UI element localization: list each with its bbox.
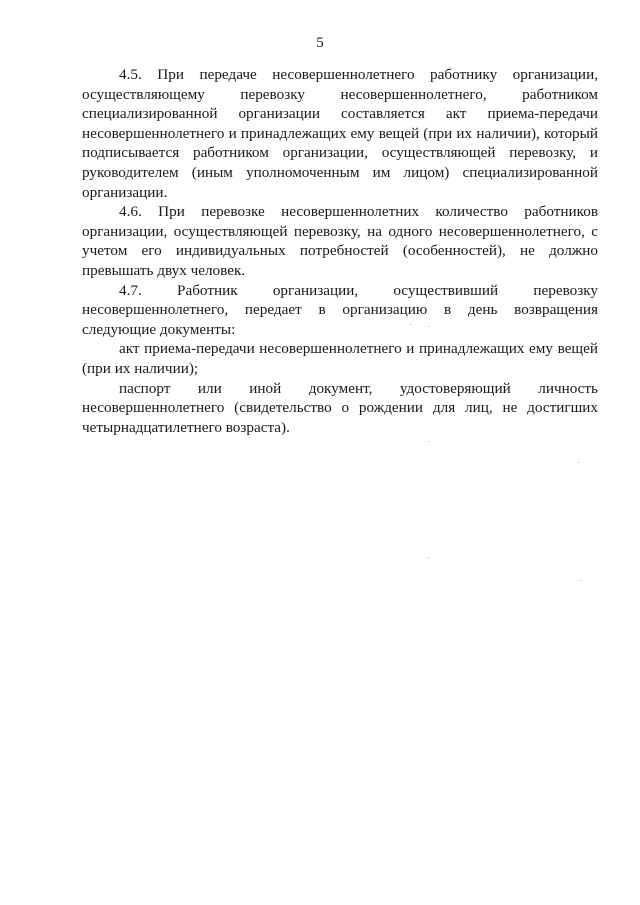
scan-speck [428,557,429,558]
document-body [82,65,598,437]
scan-speck [428,326,429,327]
paragraph-4-7: 4.7. Работник организации, осуществивший перевозку несовершеннолетнего, передает в организацию в день возвращения следующие документы: [82,281,598,338]
page-number: 5 [316,35,324,51]
paragraph-4-5: 4.5. При передаче несовершеннолетнего работнику организации, осуществляющему перевозку несовершеннолетнего, работником специализированной организации составляется акт приема-передачи несовершеннолетнего и принадлежащих ему вещей (при их наличии), который подписывается работником организации, осуществляющей перевозку, и руководителем (иным уполномоченным им лицом) специализированной организации. [82,66,598,201]
scan-speck [580,580,581,581]
scan-speck [410,324,411,325]
scan-speck [578,462,579,463]
list-item-passport: паспорт или иной документ, удостоверяющий личность несовершеннолетнего (свидетельство о рождении для лиц, не достигших четырнадцатилетнего возраста). [82,379,598,436]
list-item-act: акт приема-передачи несовершеннолетнего и принадлежащих ему вещей (при их наличии); [82,340,598,377]
scan-speck [428,441,429,442]
paragraph-4-6: 4.6. При перевозке несовершеннолетних количество работников организации, осуществляющей перевозку, на одного несовершеннолетнего, с учетом его индивидуальных потребностей (особенностей), не должно превышать двух человек. [82,203,598,279]
